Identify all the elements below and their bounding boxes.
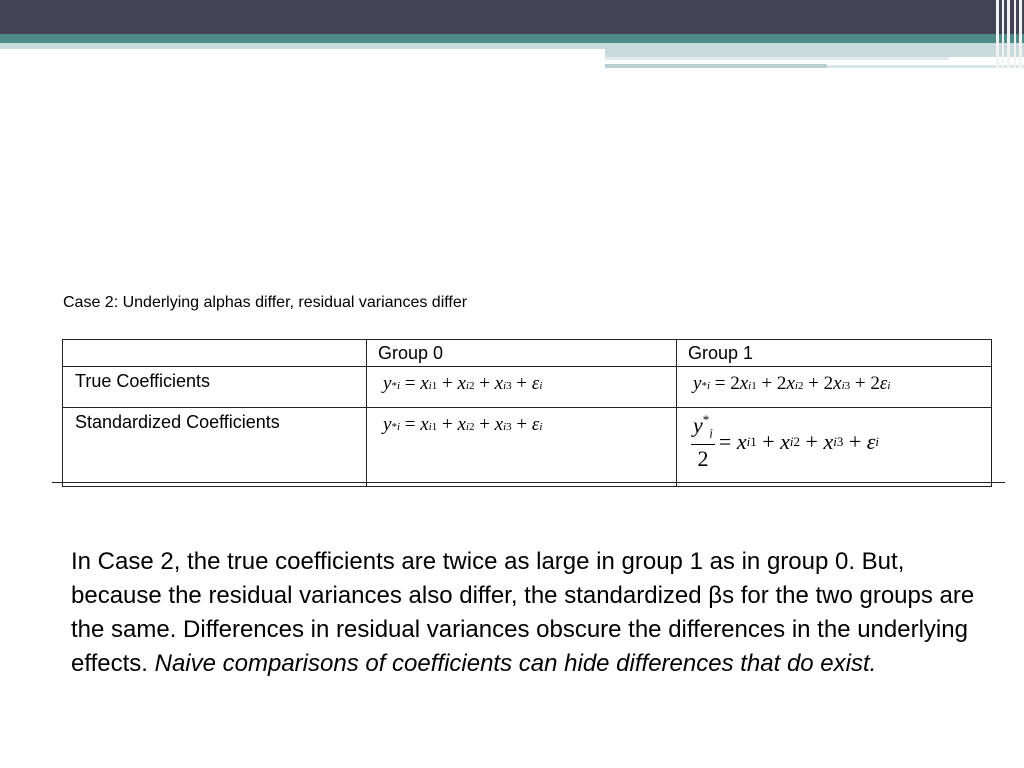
equation-cell xyxy=(367,367,677,408)
table-caption: Case 2: Underlying alphas differ, residual variances differ xyxy=(63,294,468,311)
body-paragraph xyxy=(71,545,991,681)
row-label: Standardized Coefficients xyxy=(63,408,367,487)
equation: y * i = 2 x i1 + 2 x i2 + 2 x i3 + 2 ε i xyxy=(693,373,891,394)
header-accent-strip xyxy=(0,43,605,49)
table-bottom-rule xyxy=(52,482,1005,483)
header-accent-line xyxy=(605,64,827,68)
header-accent-line xyxy=(605,57,949,60)
equation-cell xyxy=(677,367,992,408)
table-row-true-coefficients xyxy=(63,367,992,408)
equation-cell xyxy=(677,408,992,487)
equation: y * i = x i1 + x i2 + x i3 + ε i xyxy=(383,414,543,435)
fraction: $\frac{y^*_i}{2}$ xyxy=(693,412,713,471)
header-bar xyxy=(0,0,1024,34)
header-accent-bar xyxy=(0,34,1024,43)
header-stripes xyxy=(994,0,1024,68)
paragraph-emphasis: Naive comparisons of coefficients can hide differences that do exist. xyxy=(154,650,877,677)
header-cell-empty xyxy=(63,340,367,367)
header-cell-group1: Group 1 xyxy=(677,340,992,367)
paragraph-text: In Case 2, the true coefficients are twice as large in group 1 as in group 0. But, because the residual variances also differ, the standardized βs for the two groups are the same. Differences in residual variances obscure the differences in the underlying effects. xyxy=(71,548,975,677)
header-accent-strip-right xyxy=(605,43,1024,57)
equation-fraction: $\frac{y^*_i}{2}$ = x i1 + x i2 + x i3 + ε i xyxy=(693,412,880,471)
row-label: True Coefficients xyxy=(63,367,367,408)
coefficients-table xyxy=(62,339,992,487)
table-header-row xyxy=(63,340,992,367)
header-cell-group0: Group 0 xyxy=(367,340,677,367)
equation-cell xyxy=(367,408,677,487)
equation: y * i = x i1 + x i2 + x i3 + ε i xyxy=(383,373,543,394)
table-row-standardized-coefficients xyxy=(63,408,992,487)
